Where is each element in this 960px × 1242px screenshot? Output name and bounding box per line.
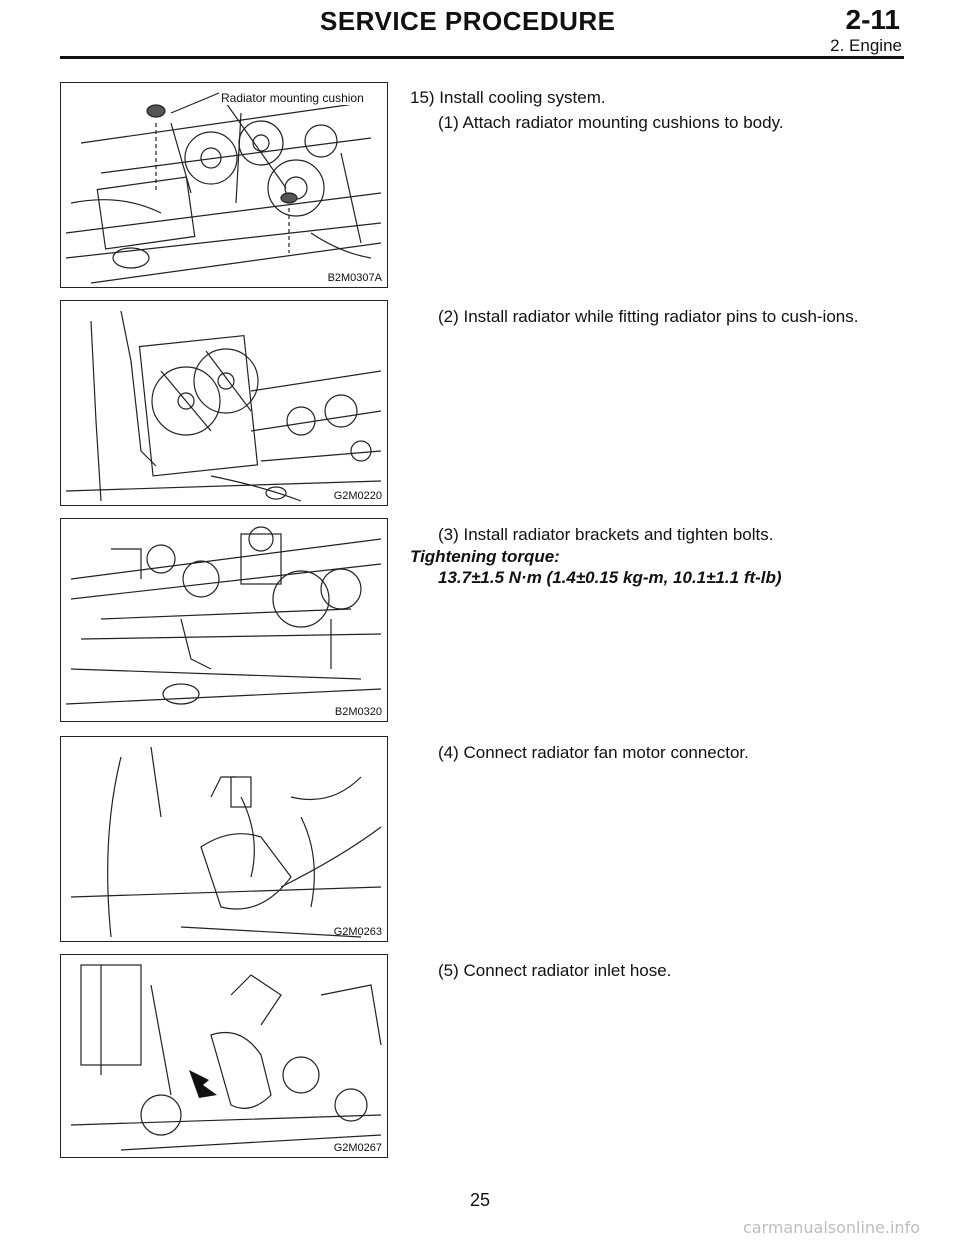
step-15: 15) Install cooling system.: [410, 88, 606, 107]
arrow-icon: [189, 1070, 217, 1098]
section-subtitle: 2. Engine: [830, 36, 902, 55]
substep-3: (3) Install radiator brackets and tighten bolts.: [438, 525, 774, 544]
figure-radiator-brackets: [60, 518, 388, 722]
figure-code: G2M0220: [333, 490, 382, 502]
engine-bay-illustration: [61, 83, 388, 288]
footer-watermark: carmanualsonline.info: [742, 1218, 920, 1237]
hose-illustration: [61, 955, 388, 1158]
figure-code: G2M0263: [333, 926, 382, 938]
substep-5: (5) Connect radiator inlet hose.: [438, 961, 672, 980]
radiator-illustration: [61, 301, 388, 506]
figure-radiator-install: [60, 300, 388, 506]
substep-1: (1) Attach radiator mounting cushions to body.: [438, 113, 784, 132]
header-rule: [60, 56, 904, 59]
figure-fan-motor-connector: [60, 736, 388, 942]
figure-radiator-cushion: [60, 82, 388, 288]
page-title: SERVICE PROCEDURE: [320, 6, 616, 36]
substep-4: (4) Connect radiator fan motor connector.: [438, 743, 749, 762]
figure-code: B2M0307A: [327, 272, 382, 284]
figure-callout: Radiator mounting cushion: [221, 91, 364, 105]
page-number: 25: [469, 1190, 491, 1210]
bracket-illustration: [61, 519, 388, 722]
figure-inlet-hose: [60, 954, 388, 1158]
torque-label: Tightening torque:: [410, 547, 560, 566]
figure-code: G2M0267: [333, 1142, 382, 1154]
substep-2: (2) Install radiator while fitting radiator pins to cush-ions.: [438, 307, 859, 326]
torque-value: 13.7±1.5 N·m (1.4±0.15 kg-m, 10.1±1.1 ft-lb): [438, 568, 782, 587]
section-number: 2-11: [845, 4, 900, 35]
connector-illustration: [61, 737, 388, 942]
figure-code: B2M0320: [334, 706, 382, 718]
